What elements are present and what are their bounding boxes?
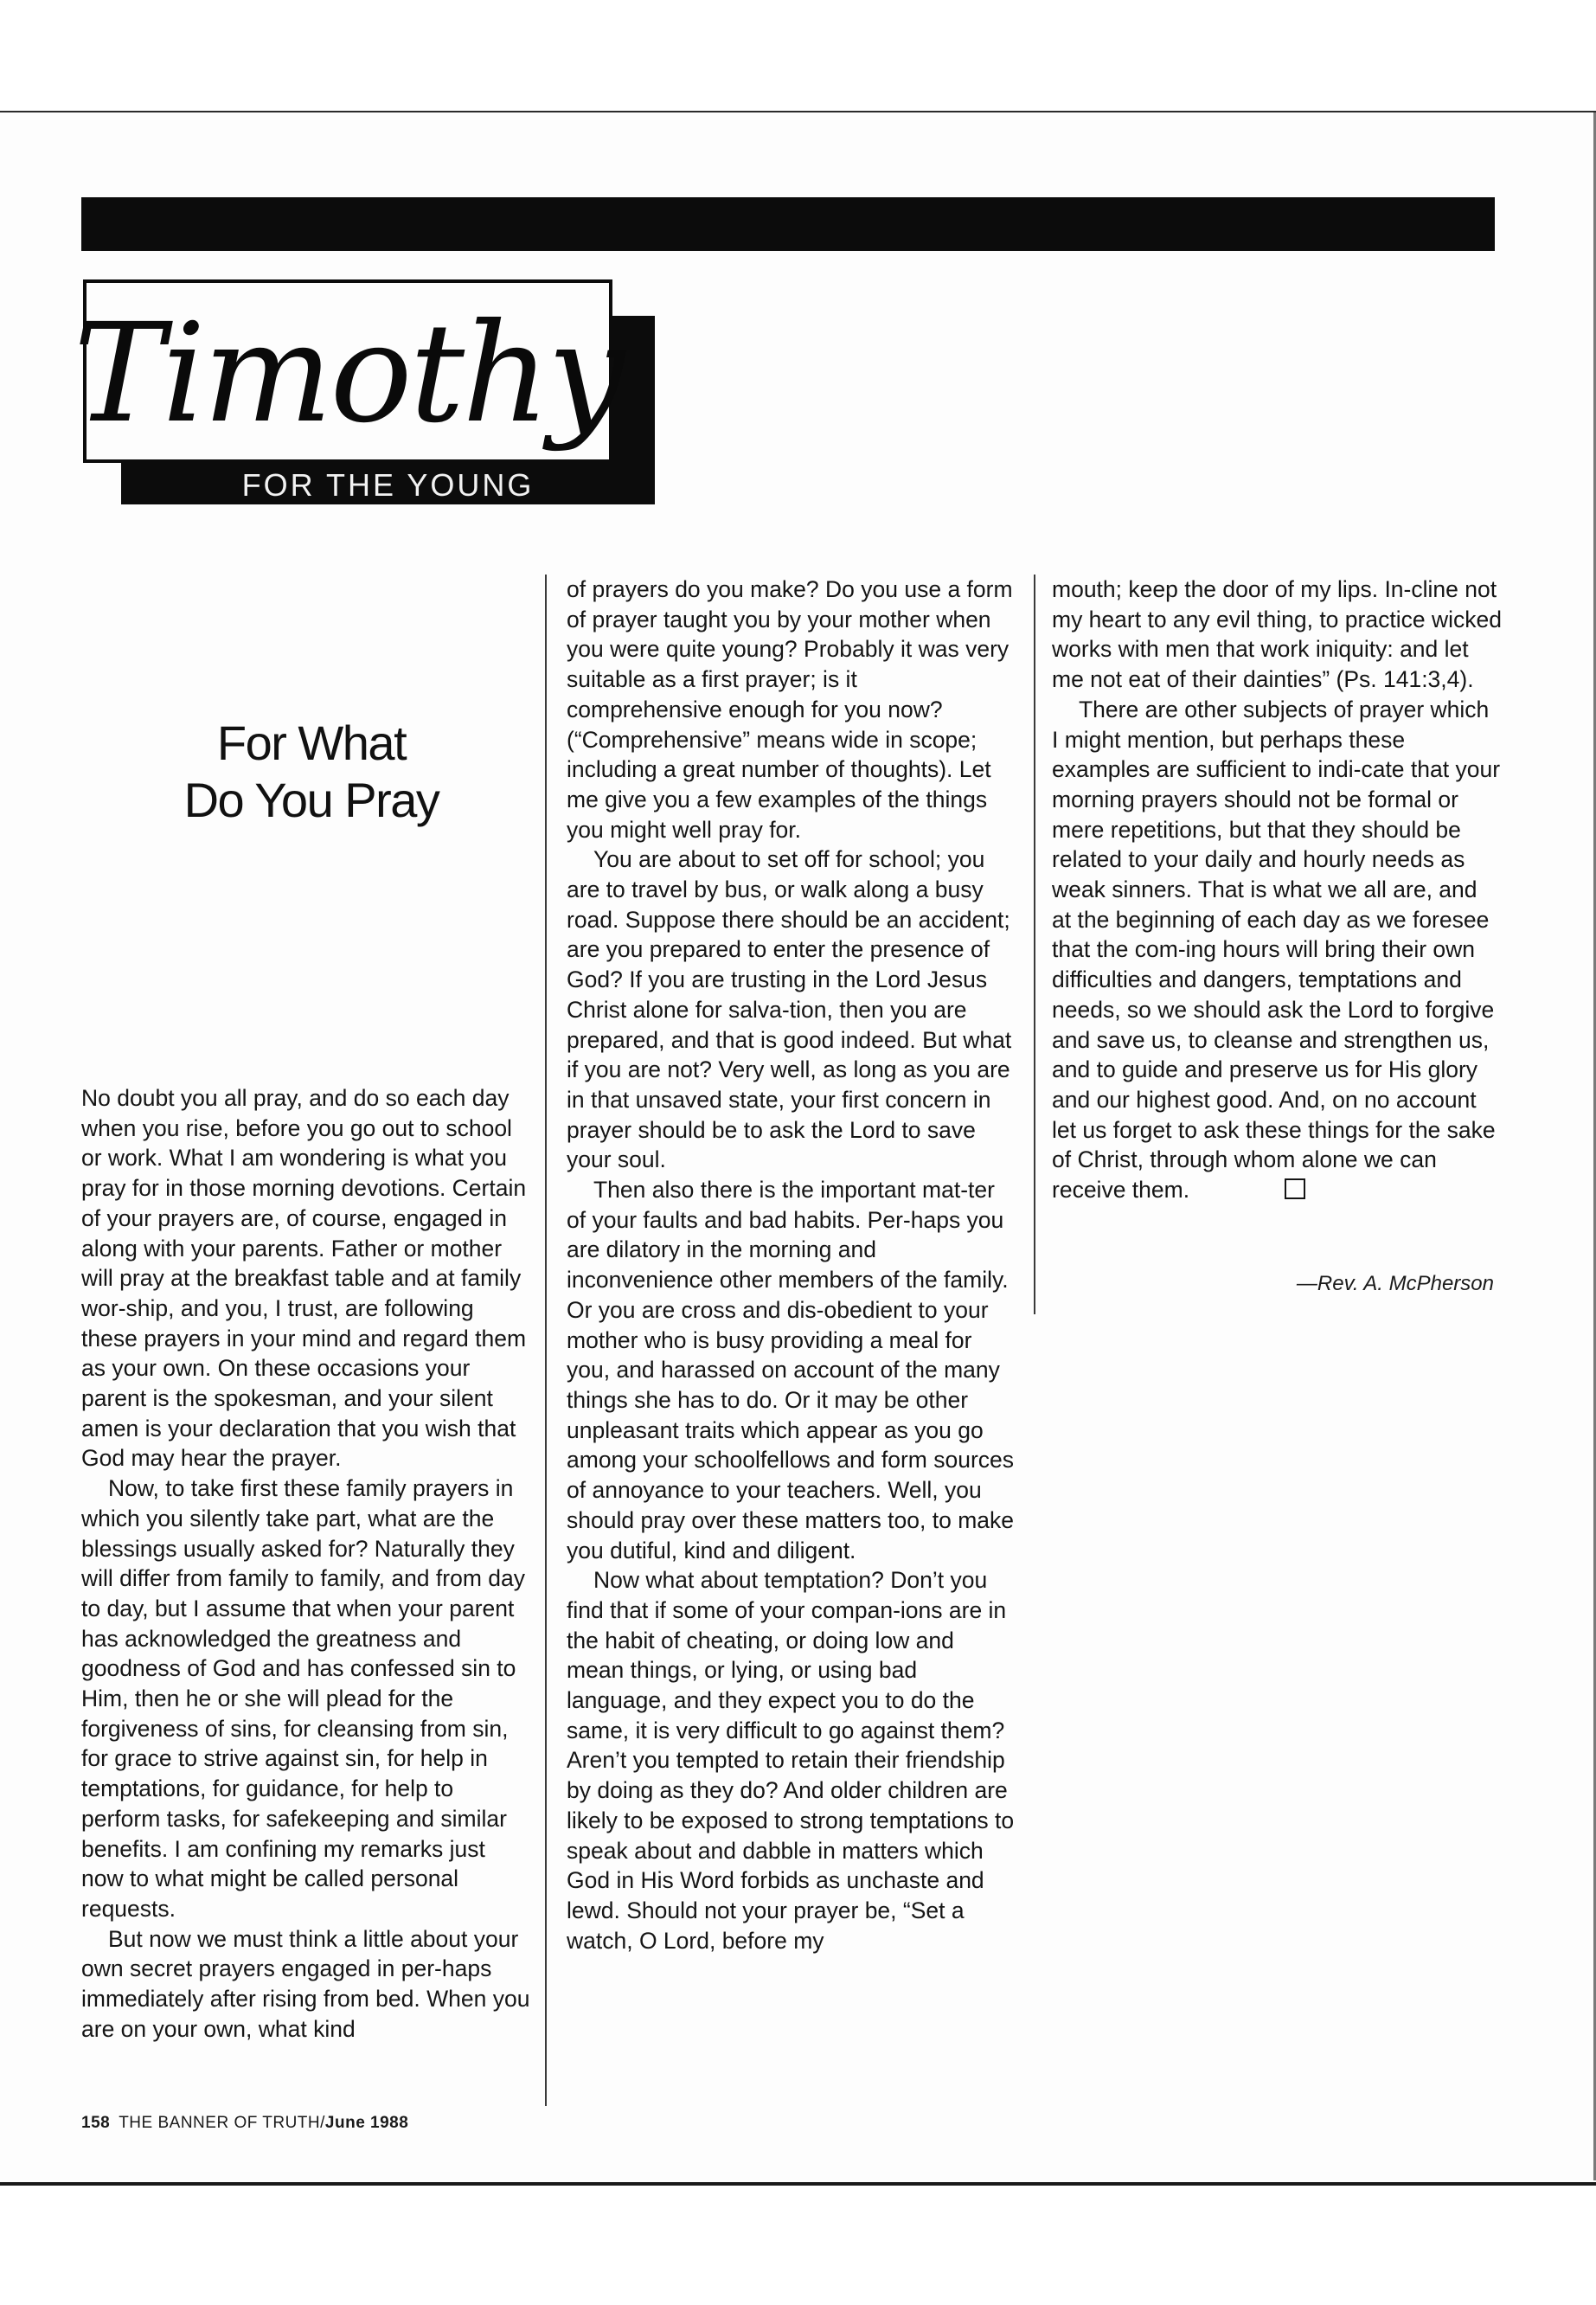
issue-date: June 1988	[324, 2114, 409, 2132]
publication-name: THE BANNER OF TRUTH/	[119, 2114, 325, 2132]
article-title	[87, 715, 536, 829]
page-number: 158	[81, 2114, 111, 2132]
paragraph: Now what about temptation? Don’t you find that if some of your compan-ions are in the habit of cheating, or doing low and mean things, or lying, or using bad language, and they expect you to do the same, it is very difficult to go against them? Aren’t you tempted to retain their friendship by doing as they do? And older children are likely to be exposed to strong temptations to speak about and dabble in matters which God in His Word forbids as unchaste and lewd. Should not your prayer be, “Set a watch, O Lord, before my	[567, 1567, 1015, 1954]
header-black-bar	[81, 197, 1495, 251]
paragraph: Then also there is the important mat-ter of your faults and bad habits. Per-haps you are dilatory in the morning and inconvenience other members of the family. Or you are cross and dis-obedient to your mother who is busy providing a meal for you, and harassed on account of the many things she has to do. Or it may be other unpleasant traits which appear as you go among your schoolfellows and form sources of annoyance to your teachers. Well, you should pray over these matters too, to make you dutiful, kind and diligent.	[567, 1177, 1015, 1563]
paragraph: There are other subjects of prayer which I might mention, but perhaps these examples are sufficient to indi-cate that your morning prayers should not be formal or mere repetitions, but that they should be related to your daily and hourly needs as weak sinners. That is what we all are, and at the beginning of each day as we foresee that the com-ing hours will bring their own difficulties and dangers, temptations and needs, so we should ask the Lord to forgive and save us, to cleanse and strengthen us, and to guide and preserve us for His glory and our highest good. And, on no account let us forget to ask these things for the sake of Christ, through whom alone we can receive them.	[1052, 696, 1501, 1204]
end-mark-icon	[1285, 1178, 1305, 1199]
series-title: Timothy	[73, 294, 623, 453]
article-column-3	[1052, 575, 1502, 1205]
article-title-line-2: Do You Pray	[183, 773, 439, 827]
column-divider	[545, 575, 547, 2106]
article-title-line-1: For What	[216, 716, 407, 770]
page-footer	[81, 2114, 408, 2133]
paragraph: But now we must think a little about your own secret prayers engaged in per-haps immediately after rising from bed. When you are on your own, what kind	[81, 1925, 530, 2042]
article-column-2	[567, 575, 1016, 1955]
author-byline: —Rev. A. McPherson	[1296, 1272, 1494, 1295]
paragraph: of prayers do you make? Do you use a form of prayer taught you by your mother when you were quite young? Probably it was very suitable as a first prayer; is it comprehensive enough for you now? (“Comprehensive” means wide in scope; including a great number of thoughts). Let me give you a few examples of the things you might well pray for.	[567, 576, 1013, 843]
series-title-box	[73, 279, 623, 463]
article-column-1	[81, 1083, 531, 2045]
paragraph: You are about to set off for school; you are to travel by bus, or walk along a busy road. Suppose there should be an accident; are you prepared to enter the presence of God? If you are trusting in the Lord Jesus Christ alone for salva-tion, then you are prepared, and that is good indeed. But what if you are not? Very well, as long as you are in that unsaved state, your first concern in prayer should be to ask the Lord to save your soul.	[567, 846, 1012, 1173]
column-divider	[1034, 575, 1035, 1314]
paragraph: mouth; keep the door of my lips. In-cline not my heart to any evil thing, to practice wicked works with men that work iniquity: and let me not eat of their dainties” (Ps. 141:3,4).	[1052, 576, 1502, 693]
paragraph: Now, to take first these family prayers in which you silently take part, what are the blessings usually asked for? Naturally they will differ from family to family, and from day to day, but I assume that when your parent has acknowledged the greatness and goodness of God and has confessed sin to Him, then he or she will plead for the forgiveness of sins, for cleansing from sin, for grace to strive against sin, for help in temptations, for guidance, for help to perform tasks, for safekeeping and similar benefits. I am confining my remarks just now to what might be called personal requests.	[81, 1475, 525, 1922]
paragraph: No doubt you all pray, and do so each day when you rise, before you go out to school or work. What I am wondering is what you pray for in those morning devotions. Certain of your prayers are, of course, engaged in along with your parents. Father or mother will pray at the breakfast table and at family wor-ship, and you, I trust, are following these prayers in your mind and regard them as your own. On these occasions your parent is the spokesman, and your silent amen is your declaration that you wish that God may hear the prayer.	[81, 1085, 527, 1472]
page-bottom-margin	[0, 2182, 1596, 2305]
page-top-margin	[0, 0, 1596, 112]
series-subtitle: FOR THE YOUNG	[241, 466, 535, 503]
